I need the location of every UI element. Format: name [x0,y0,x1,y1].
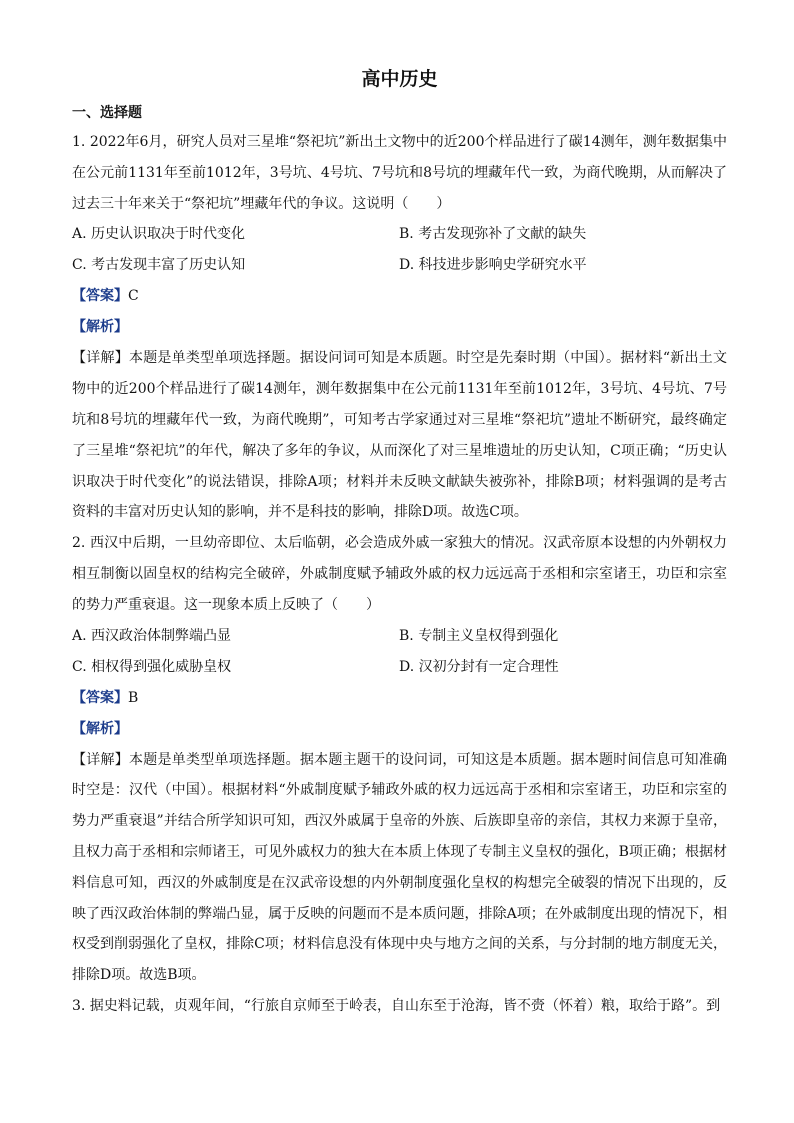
question-stem: 1. 2022年6月，研究人员对三星堆“祭祀坑”新出土文物中的近200个样品进行了碳14测年，测年数据集中在公元前1131年至前1012年，3号坑、4号坑、7号坑和8号坑的埋藏年代一致，为商代晚期，从而解决了过去三十年来关于“祭祀坑”埋藏年代的争议。这说明（ ） [72,134,727,212]
question-3 [72,991,727,1022]
detail-label: 【详解】 [72,350,129,367]
answer-label: 【答案】 [72,288,128,305]
detail-label: 【详解】 [72,751,129,768]
page-title: 高中历史 [361,68,438,90]
options-list [72,621,727,683]
document-page [72,66,727,1022]
option-a: A. 西汉政治体制弊端凸显 [72,627,232,644]
analysis-line [72,714,727,745]
answer-value: C [128,288,139,305]
question-2 [72,528,727,991]
question-stem: 3. 据史料记载，贞观年间，“行旅自京师至于岭表，自山东至于沧海，皆不赍（怀着）粮，取给于路”。到 [72,997,721,1014]
analysis-line [72,312,727,343]
analysis-label: 【解析】 [72,319,128,336]
question-stem: 2. 西汉中后期，一旦幼帝即位、太后临朝，必会造成外戚一家独大的情况。汉武帝原本设想的内外朝权力相互制衡以固皇权的结构完全破碎，外戚制度赋予辅政外戚的权力远远高于丞相和宗室诸王，功臣和宗室的势力严重衰退。这一现象本质上反映了（ ） [72,535,727,613]
option-c: C. 考古发现丰富了历史认知 [72,257,246,274]
answer-line [72,683,727,714]
detail-paragraph [72,343,727,528]
option-a: A. 历史认识取决于时代变化 [72,226,246,243]
option-c: C. 相权得到强化威胁皇权 [72,658,232,675]
analysis-label: 【解析】 [72,720,128,737]
option-b: B. 专制主义皇权得到强化 [399,627,559,644]
option-b: B. 考古发现弥补了文献的缺失 [399,226,587,243]
section-heading: 一、选择题 [72,105,142,121]
option-d: D. 科技进步影响史学研究水平 [399,257,587,274]
answer-label: 【答案】 [72,689,128,706]
answer-line [72,281,727,312]
detail-paragraph [72,745,727,991]
options-list [72,219,727,281]
option-d: D. 汉初分封有一定合理性 [399,658,559,675]
detail-text: 本题是单类型单项选择题。据设问词可知是本质题。时空是先秦时期（中国）。据材料“新出土文物中的近200个样品进行了碳14测年，测年数据集中在公元前1131年至前1012年，3号坑、4号坑、7号坑和8号坑的埋藏年代一致，为商代晚期”，可知考古学家通过对三星堆“祭祀坑”遗址不断研究，最终确定了三星堆“祭祀坑”的年代，解决了多年的争议，从而深化了对三星堆遗址的历史认知，C项正确；“历史认识取决于时代变化”的说法错误，排除A项；材料并未反映文献缺失被弥补，排除B项；材料强调的是考古资料的丰富对历史认知的影响，并不是科技的影响，排除D项。故选C项。 [72,350,728,521]
detail-text: 本题是单类型单项选择题。据本题主题干的设问词，可知这是本质题。据本题时间信息可知准确时空是：汉代（中国）。根据材料“外戚制度赋予辅政外戚的权力远远高于丞相和宗室诸王，功臣和宗室的势力严重衰退”并结合所学知识可知，西汉外戚属于皇帝的外族、后族即皇帝的亲信，其权力来源于皇帝，且权力高于丞相和宗师诸王，可见外戚权力的独大在本质上体现了专制主义皇权的强化，B项正确；根据材料信息可知，西汉的外戚制度是在汉武帝设想的内外朝制度强化皇权的构想完全破裂的情况下出现的，反映了西汉政治体制的弊端凸显，属于反映的问题而不是本质问题，排除A项；在外戚制度出现的情况下，相权受到削弱强化了皇权，排除C项；材料信息没有体现中央与地方之间的关系，与分封制的地方制度无关，排除D项。故选B项。 [72,751,728,984]
question-1 [72,127,727,528]
answer-value: B [128,689,139,706]
